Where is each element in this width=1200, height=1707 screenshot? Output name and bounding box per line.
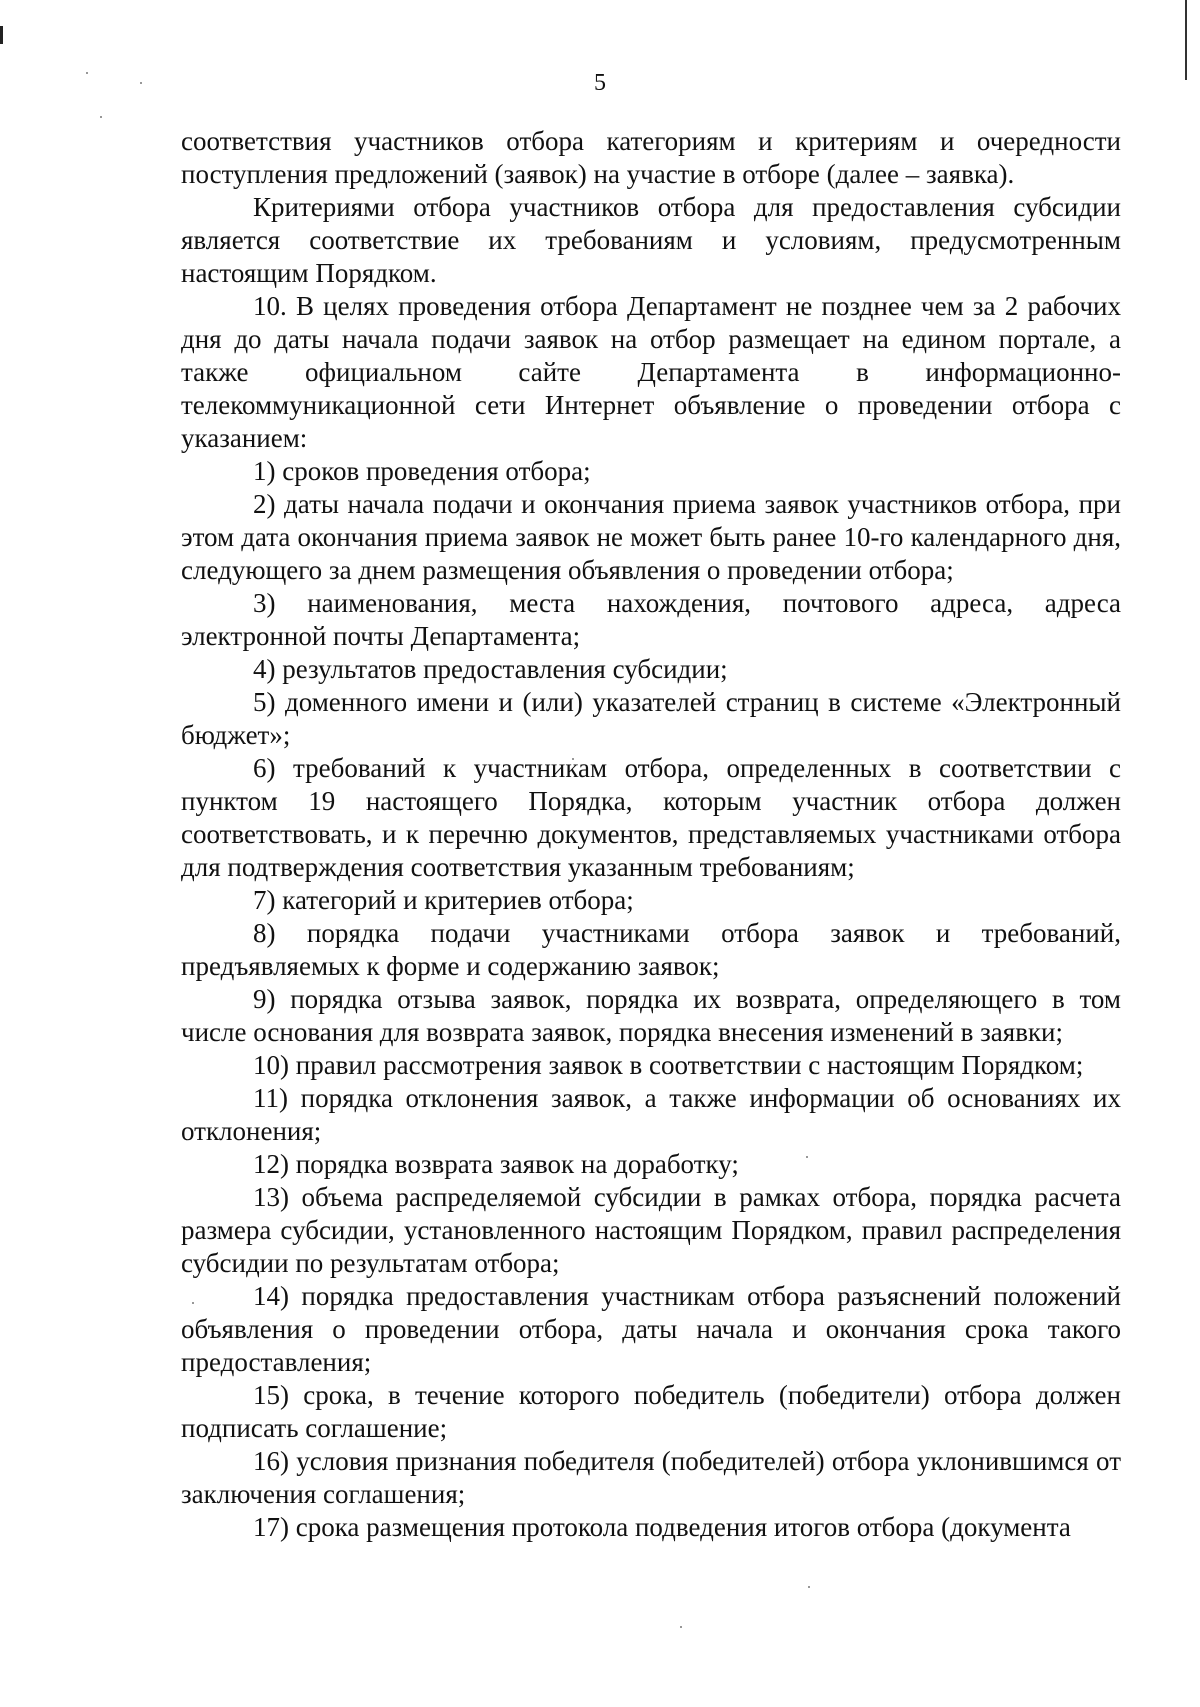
page-number: 5 [594,70,606,96]
paragraph: 10) правил рассмотрения заявок в соответствии с настоящим Порядком; [253,1050,1084,1080]
paragraph: 7) категорий и критериев отбора; [253,885,634,915]
scan-speck [808,1586,810,1588]
paragraph: 13) объема распределяемой субсидии в рамках отбора, порядка расчета размера субсидии, установленного настоящим Порядком, правил распределения субсидии по результатам отбора; [181,1182,1121,1278]
scan-speck [680,1626,682,1628]
document-body [181,125,1121,1544]
paragraph: 12) порядка возврата заявок на доработку; [253,1149,739,1179]
scan-speck [100,116,102,118]
paragraph: 10. В целях проведения отбора Департамент не позднее чем за 2 рабочих дня до даты начала подачи заявок на отбор размещает на едином портале, а также официальном сайте Департамента в информационно-телекоммуникационной сети Интернет объявление о проведении отбора с указанием: [181,291,1121,453]
paragraph: 4) результатов предоставления субсидии; [253,654,728,684]
paragraph: 15) срока, в течение которого победитель (победители) отбора должен подписать соглашение; [181,1380,1121,1443]
paragraph: 8) порядка подачи участниками отбора заявок и требований, предъявляемых к форме и содержанию заявок; [181,918,1121,981]
paragraph: 17) срока размещения протокола подведения итогов отбора (документа [253,1512,1071,1542]
paragraph: соответствия участников отбора категориям и критериям и очередности поступления предложений (заявок) на участие в отборе (далее – заявка). [181,126,1121,189]
paragraph: 14) порядка предоставления участникам отбора разъяснений положений объявления о проведении отбора, даты начала и окончания срока такого предоставления; [181,1281,1121,1377]
paragraph: 9) порядка отзыва заявок, порядка их возврата, определяющего в том числе основания для возврата заявок, порядка внесения изменений в заявки; [181,984,1121,1047]
paragraph: 16) условия признания победителя (победителей) отбора уклонившимся от заключения соглашения; [181,1446,1121,1509]
paragraph: 6) требований к участникам отбора, определенных в соответствии с пунктом 19 настоящего Порядка, которым участник отбора должен соответствовать, и к перечню документов, представляемых участниками отбора для подтверждения соответствия указанным требованиям; [181,753,1121,882]
paragraph: 5) доменного имени и (или) указателей страниц в системе «Электронный бюджет»; [181,687,1121,750]
scan-edge-mark [0,26,3,44]
paragraph: 3) наименования, места нахождения, почтового адреса, адреса электронной почты Департамента; [181,588,1121,651]
paragraph: Критериями отбора участников отбора для предоставления субсидии является соответствие их требованиям и условиям, предусмотренным настоящим Порядком. [181,192,1121,288]
paragraph: 1) сроков проведения отбора; [253,456,591,486]
paragraph: 11) порядка отклонения заявок, а также информации об основаниях их отклонения; [181,1083,1121,1146]
paragraph: 2) даты начала подачи и окончания приема заявок участников отбора, при этом дата окончания приема заявок не может быть ранее 10-го календарного дня, следующего за днем размещения объявления о проведении отбора; [181,489,1121,585]
